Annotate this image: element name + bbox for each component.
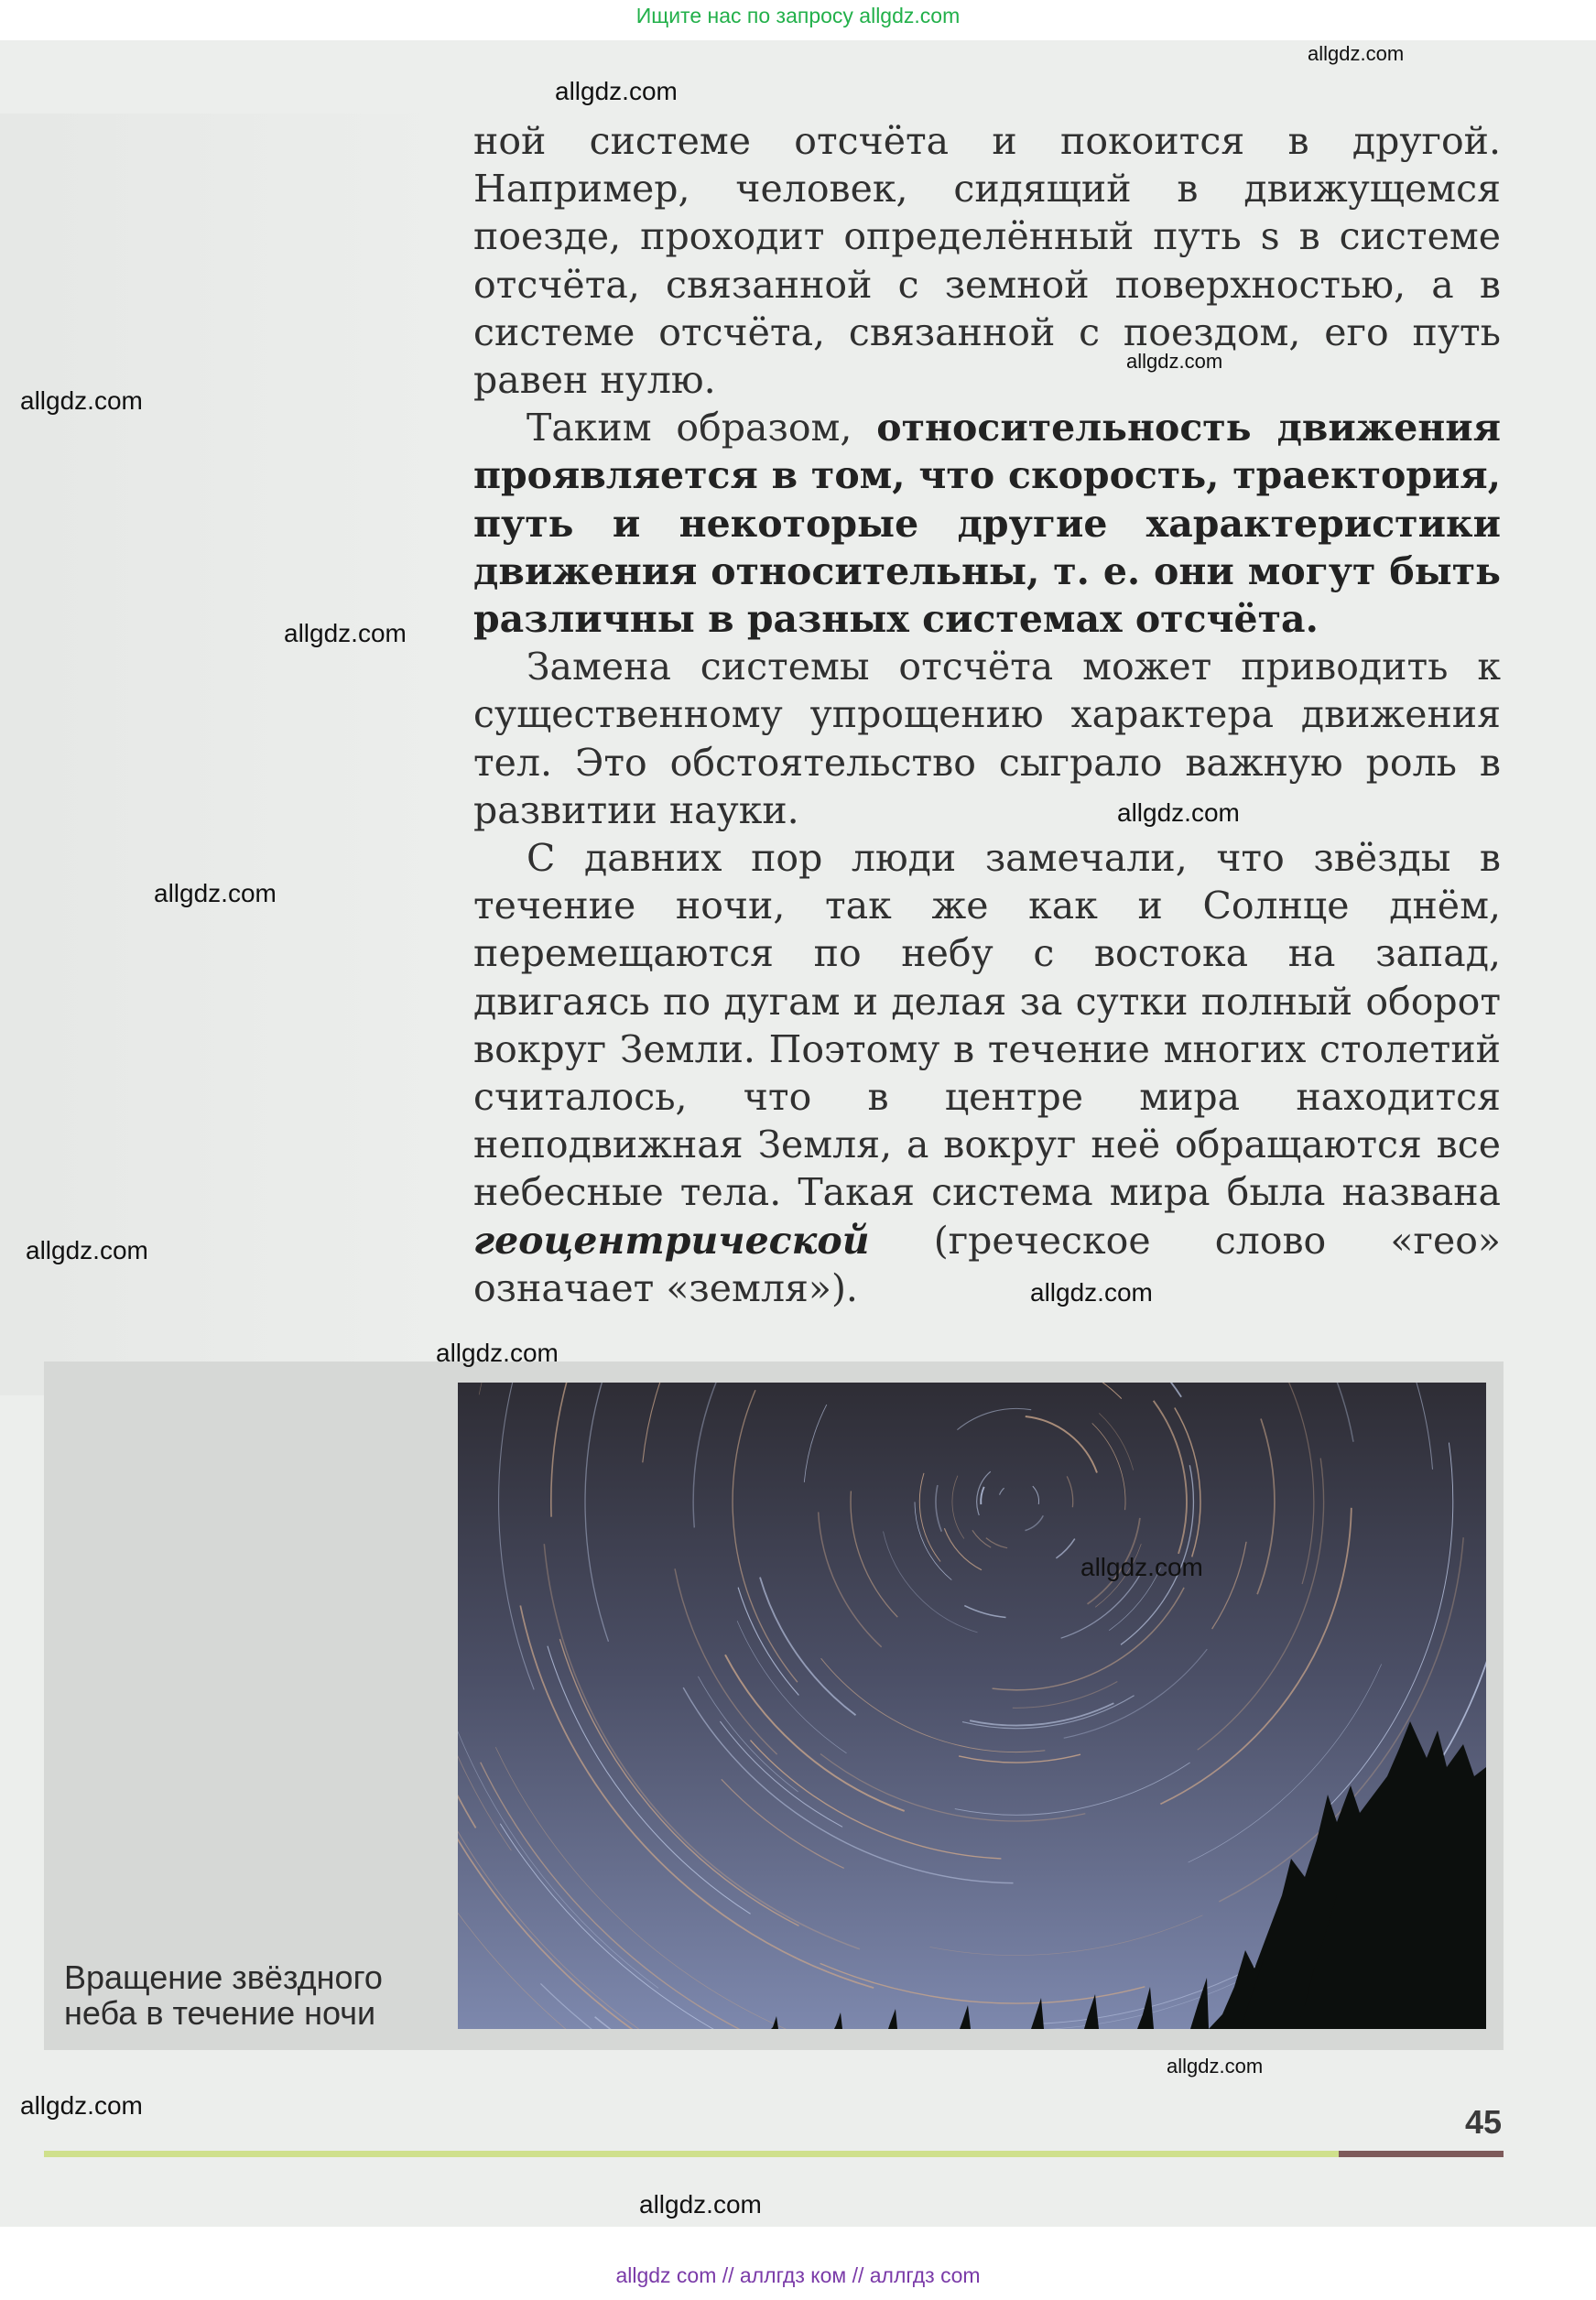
- paragraph-3: Замена системы отсчёта может приводить к существенному упрощению характера движения тел. Это обстоятельство сыграло важную роль в развитии науки.: [473, 645, 1501, 832]
- watermark[interactable]: allgdz.com: [1126, 350, 1223, 373]
- watermark[interactable]: allgdz.com: [284, 619, 407, 647]
- watermark[interactable]: allgdz.com: [1167, 2055, 1264, 2078]
- page-number: 45: [1464, 2103, 1502, 2141]
- figure-caption: [64, 1959, 449, 2031]
- watermark[interactable]: allgdz.com: [1308, 42, 1405, 65]
- geocentric-term: геоцентрической: [473, 1218, 870, 1263]
- paragraph-2: [473, 404, 1501, 643]
- watermark[interactable]: allgdz.com: [20, 386, 143, 415]
- paragraph-2-lead: Таким образом,: [527, 406, 877, 450]
- watermark[interactable]: allgdz.com: [1117, 798, 1240, 827]
- bottom-banner[interactable]: allgdz com // аллгдз ком // аллгдз com: [615, 2263, 981, 2287]
- paragraph-4: [473, 834, 1501, 1312]
- paragraph-1: ной системе отсчёта и покоится в другой. Например, человек, сидящий в движущемся поезде, проходит определённый путь s в системе отсчёта, связанной с земной поверхностью, а в системе отсчёта, связанной с поездом, его путь равен нулю.: [473, 119, 1501, 403]
- watermark[interactable]: allgdz.com: [555, 77, 678, 105]
- body-text: [473, 117, 1501, 1312]
- watermark[interactable]: allgdz.com: [1080, 1553, 1203, 1581]
- watermark[interactable]: allgdz.com: [154, 879, 277, 907]
- footer-rule: [44, 2151, 1504, 2157]
- watermark[interactable]: allgdz.com: [639, 2190, 762, 2219]
- watermark[interactable]: allgdz.com: [26, 1236, 148, 1264]
- star-trails-photo: [458, 1383, 1486, 2029]
- footer-rule-accent: [1339, 2151, 1504, 2157]
- caption-line-1: Вращение звёздного: [64, 1958, 383, 1996]
- paragraph-4-tail: (греческое слово «гео» означает «земля»).: [473, 1218, 1501, 1310]
- paragraph-4-lead: С давних пор люди замечали, что звёзды в течение ночи, так же как и Солнце днём, перемещаются по небу с востока на запад, двигаясь по дугам и делая за сутки полный оборот вокруг Земли. Поэтому в течение многих столетий считалось, что в центре мира находится неподвижная Земля, а вокруг неё обращаются все небесные тела. Такая система мира была названа: [473, 836, 1501, 1215]
- watermark[interactable]: allgdz.com: [1030, 1278, 1153, 1307]
- watermark[interactable]: allgdz.com: [436, 1339, 559, 1367]
- top-banner[interactable]: Ищите нас по запросу allgdz.com: [635, 4, 961, 27]
- caption-line-2: неба в течение ночи: [64, 1994, 376, 2032]
- bleed-through-column: [0, 114, 458, 1395]
- relativity-definition: относительность движения проявляется в том, что скорость, траектория, путь и некоторые другие характеристики движения относительны, т. е. они могут быть различны в разных системах отсчёта.: [473, 406, 1502, 642]
- watermark[interactable]: allgdz.com: [20, 2091, 143, 2120]
